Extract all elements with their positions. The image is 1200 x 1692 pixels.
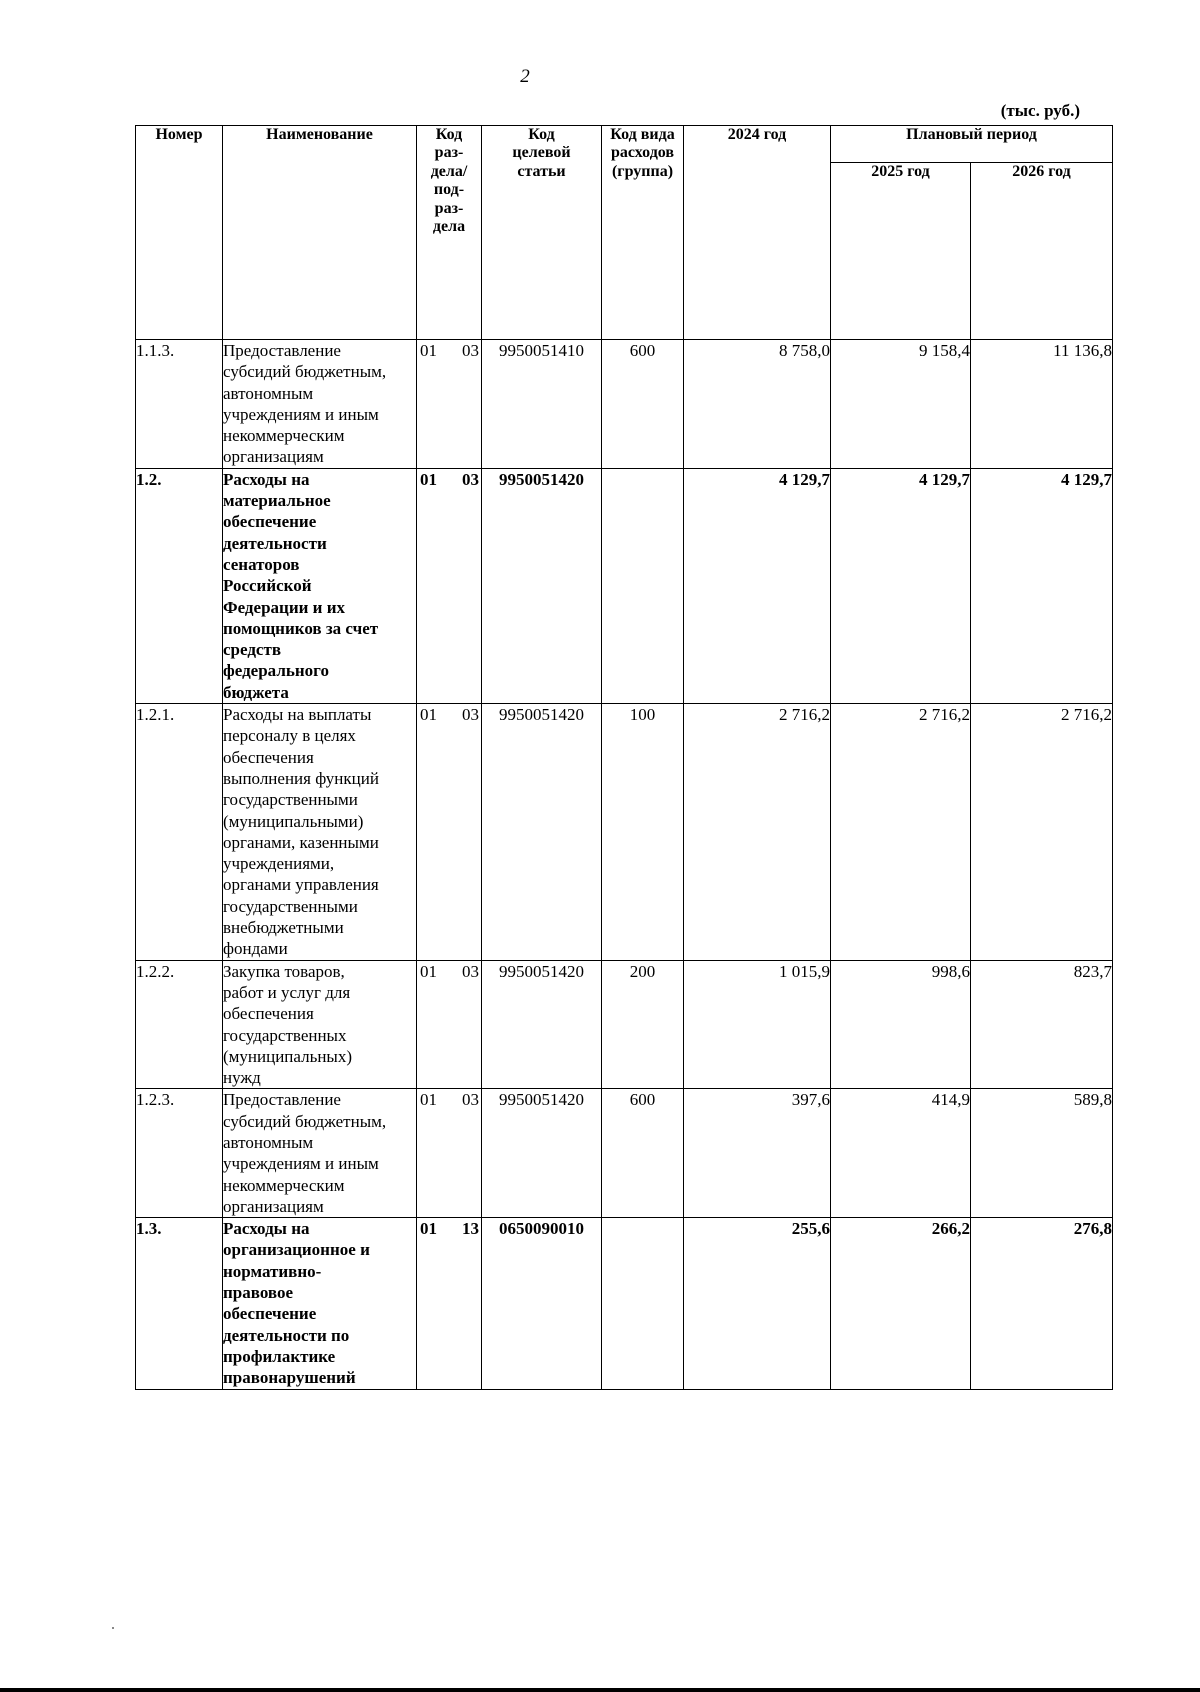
row-section-code — [417, 1089, 482, 1218]
row-value-2025: 266,2 — [831, 1218, 971, 1389]
row-value-2024: 2 716,2 — [684, 704, 831, 961]
row-section: 01 — [420, 341, 437, 360]
row-name: Расходы на материальное обеспечение деятельности сенаторов Российской Федерации и их помощников за счет средств федерального бюджета — [223, 468, 417, 703]
row-expense-type — [602, 1218, 684, 1389]
row-value-2026: 4 129,7 — [971, 468, 1113, 703]
row-value-2025: 4 129,7 — [831, 468, 971, 703]
page-number: 2 — [520, 66, 530, 87]
row-section: 01 — [420, 1219, 437, 1239]
row-section-code — [417, 340, 482, 469]
header-row — [136, 126, 1113, 163]
scan-bottom-edge — [0, 1688, 1200, 1692]
row-target-code: 9950051420 — [482, 468, 602, 703]
row-number: 1.1.3. — [136, 340, 223, 469]
header-number: Номер — [136, 126, 223, 340]
row-section-code — [417, 704, 482, 961]
row-section: 01 — [420, 961, 437, 981]
row-section-code — [417, 468, 482, 703]
row-value-2024: 4 129,7 — [684, 468, 831, 703]
header-target-code: Код целевой статьи — [482, 126, 602, 340]
row-name: Закупка товаров, работ и услуг для обеспечения государственных (муниципальных) нужд — [223, 960, 417, 1089]
row-name: Расходы на организационное и нормативно- правовое обеспечение деятельности по профилактике правонарушений — [223, 1218, 417, 1389]
header-year-2026: 2026 год — [971, 163, 1113, 340]
row-subsection: 03 — [462, 1090, 479, 1110]
row-value-2024: 8 758,0 — [684, 340, 831, 469]
table-row — [136, 1089, 1113, 1218]
row-name: Предоставление субсидий бюджетным, автономным учреждениям и иным некоммерческим организациям — [223, 1089, 417, 1218]
header-year-2024: 2024 год — [684, 126, 831, 340]
row-expense-type: 600 — [602, 1089, 684, 1218]
row-target-code: 9950051420 — [482, 704, 602, 961]
row-value-2025: 998,6 — [831, 960, 971, 1089]
row-section: 01 — [420, 705, 437, 725]
row-value-2024: 255,6 — [684, 1218, 831, 1389]
row-target-code: 9950051420 — [482, 960, 602, 1089]
scan-speck — [112, 1627, 114, 1629]
table-row — [136, 468, 1113, 703]
row-target-code: 9950051420 — [482, 1089, 602, 1218]
header-name: Наименование — [223, 126, 417, 340]
row-target-code: 0650090010 — [482, 1218, 602, 1389]
row-section: 01 — [420, 469, 437, 489]
row-value-2024: 397,6 — [684, 1089, 831, 1218]
row-value-2026: 11 136,8 — [971, 340, 1113, 469]
row-target-code: 9950051410 — [482, 340, 602, 469]
header-expense-type: Код вида расходов (группа) — [602, 126, 684, 340]
table-row — [136, 960, 1113, 1089]
row-section: 01 — [420, 1090, 437, 1110]
units-label: (тыс. руб.) — [1000, 101, 1080, 120]
row-expense-type: 600 — [602, 340, 684, 469]
row-value-2024: 1 015,9 — [684, 960, 831, 1089]
row-number: 1.2.2. — [136, 960, 223, 1089]
table-row — [136, 704, 1113, 961]
row-subsection: 03 — [462, 469, 479, 489]
row-value-2025: 9 158,4 — [831, 340, 971, 469]
row-section-code — [417, 960, 482, 1089]
header-section-code: Код раз- дела/ под- раз- дела — [417, 126, 482, 340]
row-subsection: 03 — [462, 341, 479, 360]
row-expense-type: 100 — [602, 704, 684, 961]
row-name: Предоставление субсидий бюджетным, автономным учреждениям и иным некоммерческим организациям — [223, 340, 417, 469]
table-row — [136, 1218, 1113, 1389]
row-subsection: 03 — [462, 961, 479, 981]
header-planned-period: Плановый период — [831, 126, 1113, 163]
row-value-2026: 2 716,2 — [971, 704, 1113, 961]
row-subsection: 13 — [462, 1219, 479, 1239]
row-number: 1.3. — [136, 1218, 223, 1389]
row-value-2025: 414,9 — [831, 1089, 971, 1218]
row-expense-type: 200 — [602, 960, 684, 1089]
row-number: 1.2. — [136, 468, 223, 703]
row-subsection: 03 — [462, 705, 479, 725]
header-year-2025: 2025 год — [831, 163, 971, 340]
row-value-2026: 589,8 — [971, 1089, 1113, 1218]
row-value-2026: 823,7 — [971, 960, 1113, 1089]
row-value-2025: 2 716,2 — [831, 704, 971, 961]
row-expense-type — [602, 468, 684, 703]
row-number: 1.2.1. — [136, 704, 223, 961]
table-body — [136, 340, 1113, 1390]
budget-table — [135, 125, 1113, 1390]
row-number: 1.2.3. — [136, 1089, 223, 1218]
row-name: Расходы на выплаты персоналу в целях обеспечения выполнения функций государственными (муниципальными) органами, казенными учреждениями, органами управления государственными внебюджетными фондами — [223, 704, 417, 961]
row-value-2026: 276,8 — [971, 1218, 1113, 1389]
table-row — [136, 340, 1113, 469]
row-section-code — [417, 1218, 482, 1389]
